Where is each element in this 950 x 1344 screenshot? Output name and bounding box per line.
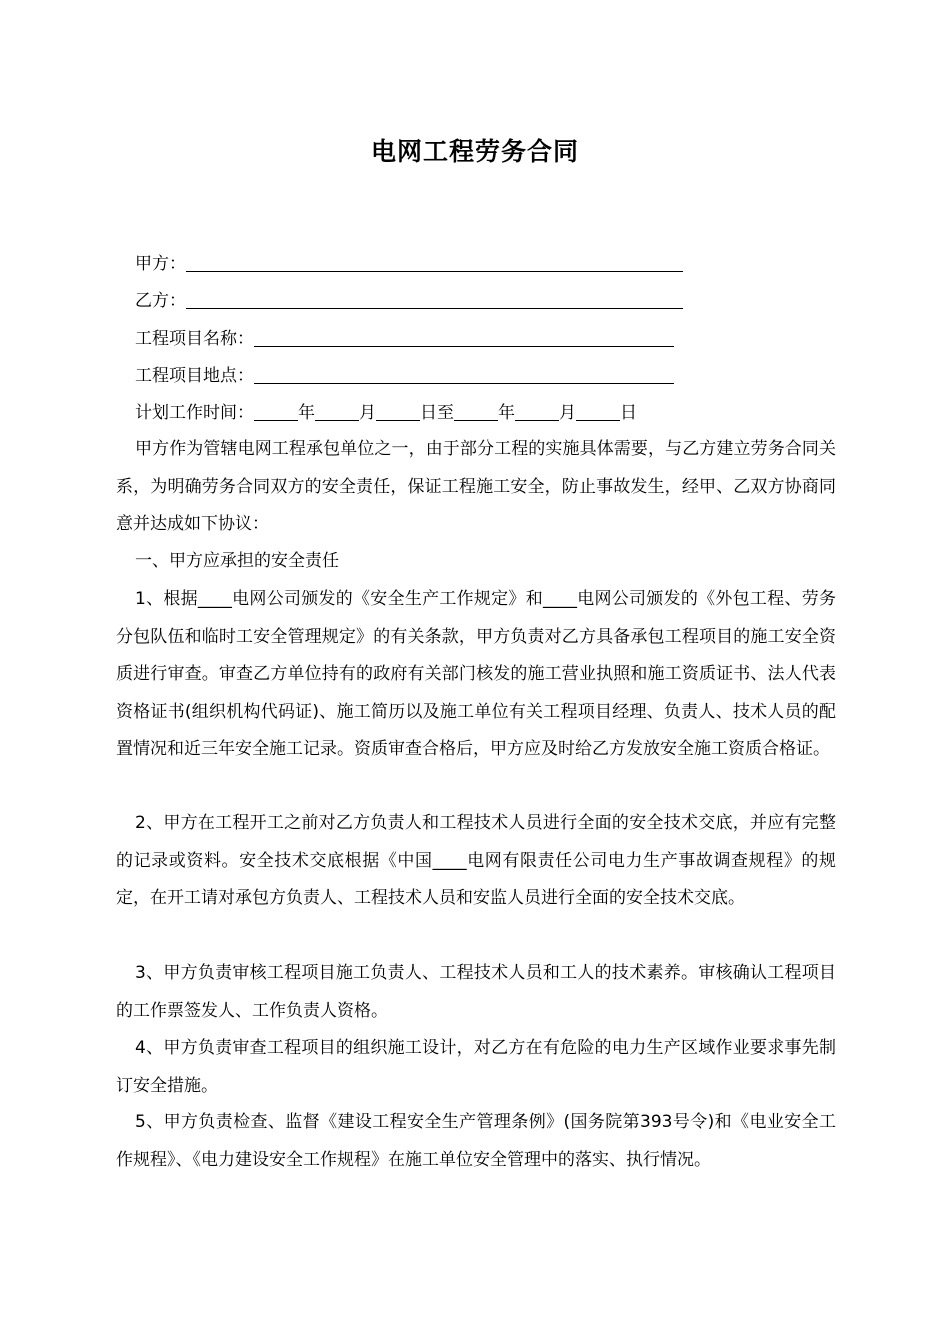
end-day-unit: 日 <box>620 403 637 423</box>
intro-paragraph: 甲方作为管辖电网工程承包单位之一，由于部分工程的实施具体需要，与乙方建立劳务合同关系，为明确劳务合同双方的安全责任，保证工程施工安全，防止事故发生，经甲、乙双方协商同意并达成如下协议： <box>116 439 836 534</box>
start-month-unit: 月 <box>359 403 376 423</box>
project-location-label: 工程项目地点： <box>135 366 254 386</box>
start-year-blank <box>254 398 298 421</box>
project-location-blank <box>254 361 674 384</box>
party-b-label: 乙方： <box>135 291 186 311</box>
clause-2: 2、甲方在工程开工之前对乙方负责人和工程技术人员进行全面的安全技术交底，并应有完整的记录或资料。安全技术交底根据《中国____电网有限责任公司电力生产事故调查规程》的规定，在开工请对承包方负责人、工程技术人员和安监人员进行全面的安全技术交底。 <box>116 813 836 908</box>
project-location-field <box>135 361 674 391</box>
project-name-blank <box>254 324 674 347</box>
project-name-field <box>135 324 674 354</box>
party-a-blank <box>186 249 683 272</box>
end-year-blank <box>454 398 498 421</box>
section-heading-1: 一、甲方应承担的安全责任 <box>135 551 339 571</box>
start-month-blank <box>315 398 359 421</box>
end-month-unit: 月 <box>559 403 576 423</box>
clause-4: 4、甲方负责审查工程项目的组织施工设计，对乙方在有危险的电力生产区域作业要求事先制订安全措施。 <box>116 1038 836 1096</box>
start-day-blank <box>376 398 420 421</box>
party-a-field <box>135 249 683 279</box>
clause-1: 1、根据____电网公司颁发的《安全生产工作规定》和____电网公司颁发的《外包工程、劳务分包队伍和临时工安全管理规定》的有关条款，甲方负责对乙方具备承包工程项目的施工安全资质进行审查。审查乙方单位持有的政府有关部门核发的施工营业执照和施工资质证书、法人代表资格证书(组织机构代码证)、施工简历以及施工单位有关工程项目经理、负责人、技术人员的配置情况和近三年安全施工记录。资质审查合格后，甲方应及时给乙方发放安全施工资质合格证。 <box>116 589 836 759</box>
planned-time-label: 计划工作时间： <box>135 403 254 423</box>
end-month-blank <box>515 398 559 421</box>
clause-5: 5、甲方负责检查、监督《建设工程安全生产管理条例》(国务院第393号令)和《电业安全工作规程》、《电力建设安全工作规程》在施工单位安全管理中的落实、执行情况。 <box>116 1112 836 1170</box>
document-title: 电网工程劳务合同 <box>370 137 579 166</box>
planned-time-field <box>135 398 637 428</box>
project-name-label: 工程项目名称： <box>135 329 254 349</box>
start-year-unit: 年 <box>298 403 315 423</box>
party-a-label: 甲方： <box>135 254 186 274</box>
start-day-to-unit: 日至 <box>420 403 454 423</box>
end-year-unit: 年 <box>498 403 515 423</box>
party-b-field <box>135 286 683 316</box>
clause-3: 3、甲方负责审核工程项目施工负责人、工程技术人员和工人的技术素养。审核确认工程项目的工作票签发人、工作负责人资格。 <box>116 963 836 1021</box>
end-day-blank <box>576 398 620 421</box>
party-b-blank <box>186 286 683 309</box>
